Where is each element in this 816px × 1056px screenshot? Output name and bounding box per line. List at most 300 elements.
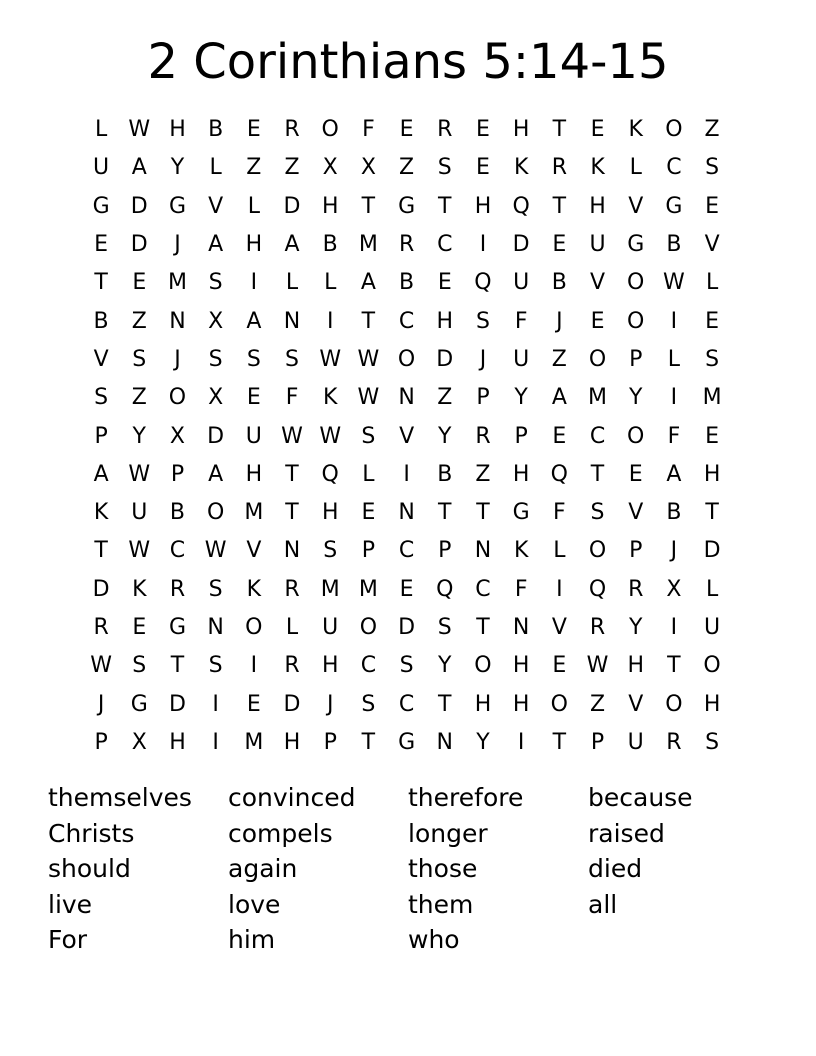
grid-letter: V [628, 500, 644, 526]
grid-letter: E [705, 423, 720, 449]
grid-letter: L [247, 193, 260, 219]
grid-letter: R [666, 729, 682, 755]
grid-letter: N [398, 385, 415, 411]
grid-letter: N [283, 538, 301, 564]
grid-letter: G [130, 691, 148, 717]
grid-letter: F [285, 385, 299, 411]
grid-letter: I [403, 461, 410, 487]
grid-letter: D [436, 346, 454, 372]
word-list-item: should [48, 854, 131, 884]
grid-letter: M [167, 270, 187, 296]
grid-letter: Z [131, 385, 147, 411]
grid-letter: K [628, 117, 643, 143]
grid-letter: V [246, 538, 262, 564]
grid-letter: V [93, 346, 109, 372]
grid-letter: T [476, 615, 490, 640]
grid-letter: I [250, 270, 258, 296]
grid-letter: I [212, 691, 219, 717]
grid-letter: O [206, 500, 225, 526]
grid-letter: R [284, 117, 300, 143]
grid-letter: E [94, 232, 109, 258]
word-list-item: him [228, 925, 276, 955]
word-list-item: love [228, 889, 281, 919]
grid-letter: R [475, 423, 491, 449]
grid-letter: L [705, 576, 719, 602]
grid-letter: S [361, 423, 376, 449]
grid-letter: C [360, 653, 377, 679]
grid-letter: U [513, 270, 530, 296]
grid-letter: B [437, 461, 453, 487]
grid-letter: W [586, 653, 609, 679]
word-list-item: all [588, 889, 618, 919]
grid-letter: M [320, 576, 340, 602]
grid-row [82, 647, 731, 685]
grid-letter: W [90, 653, 112, 679]
grid-letter: P [476, 385, 490, 411]
grid-letter: S [132, 346, 147, 372]
grid-letter: K [323, 385, 338, 411]
grid-letter: D [283, 691, 301, 717]
grid-letter: E [246, 117, 261, 143]
grid-letter: I [479, 232, 487, 258]
grid-letter: L [629, 155, 642, 181]
grid-letter: A [551, 385, 567, 411]
grid-letter: S [705, 155, 720, 181]
grid-letter: C [169, 538, 186, 564]
grid-row [82, 417, 731, 455]
grid-letter: W [663, 270, 685, 296]
grid-letter: G [92, 193, 110, 219]
grid-letter: L [94, 117, 108, 143]
grid-letter: S [437, 615, 452, 640]
grid-letter: H [169, 117, 186, 143]
grid-letter: U [704, 615, 721, 640]
grid-letter: S [208, 270, 223, 296]
word-list-column [48, 780, 228, 958]
grid-letter: N [283, 308, 301, 334]
grid-letter: E [246, 385, 261, 411]
grid-letter: S [475, 308, 490, 334]
grid-letter: W [357, 346, 380, 372]
grid-letter: I [517, 729, 525, 755]
grid-letter: S [94, 385, 109, 411]
grid-letter: C [666, 155, 682, 181]
grid-letter: X [131, 729, 147, 755]
grid-letter: U [245, 423, 262, 449]
grid-letter: P [629, 538, 643, 564]
grid-letter: K [590, 155, 605, 181]
grid-letter: G [168, 615, 186, 640]
grid-letter: H [703, 461, 721, 487]
grid-letter: P [94, 423, 108, 449]
grid-letter: R [437, 117, 453, 143]
grid-letter: A [208, 232, 224, 258]
grid-letter: T [438, 691, 452, 717]
grid-letter: T [94, 270, 108, 296]
grid-letter: T [705, 500, 719, 526]
grid-letter: F [514, 576, 528, 602]
grid-letter: D [283, 193, 301, 219]
grid-letter: J [174, 232, 181, 258]
grid-letter: E [552, 423, 567, 449]
grid-letter: V [628, 691, 644, 717]
grid-letter: T [552, 117, 567, 143]
word-list-column [228, 780, 408, 958]
grid-letter: Q [436, 576, 454, 602]
grid-row [82, 609, 731, 647]
grid-letter: W [281, 423, 303, 449]
grid-letter: S [323, 538, 338, 564]
grid-letter: P [361, 538, 376, 564]
grid-letter: E [705, 308, 720, 334]
grid-letter: R [284, 653, 300, 679]
grid-letter: H [321, 193, 339, 219]
grid-letter: Y [170, 155, 185, 181]
grid-letter: Q [550, 461, 568, 487]
grid-letter: V [704, 232, 720, 258]
grid-letter: O [397, 346, 416, 372]
grid-letter: I [212, 729, 219, 755]
word-list-item: Christs [48, 818, 135, 848]
grid-letter: O [474, 653, 492, 679]
grid-letter: S [705, 729, 720, 755]
word-list-item: who [408, 925, 460, 955]
grid-letter: T [438, 193, 452, 219]
grid-letter: D [168, 691, 186, 717]
grid-letter: S [705, 346, 720, 372]
grid-letter: E [132, 615, 147, 640]
grid-letter: M [588, 385, 608, 411]
grid-letter: W [357, 385, 380, 411]
grid-letter: C [398, 538, 415, 564]
word-list-column [588, 780, 768, 958]
grid-letter: H [436, 308, 454, 334]
grid-letter: O [588, 538, 607, 564]
grid-letter: K [513, 538, 529, 564]
grid-letter: P [438, 538, 452, 564]
grid-letter: N [169, 308, 186, 334]
grid-letter: O [588, 346, 607, 372]
grid-letter: J [326, 691, 334, 717]
grid-letter: O [665, 117, 683, 143]
word-list-item: longer [408, 818, 488, 848]
grid-letter: T [170, 653, 185, 679]
grid-letter: K [246, 576, 262, 602]
grid-letter: L [667, 346, 681, 372]
word-list-item: themselves [48, 783, 192, 812]
grid-letter: H [245, 461, 263, 487]
grid-letter: R [398, 232, 415, 258]
grid-row [82, 264, 731, 302]
grid-letter: Z [475, 461, 491, 487]
grid-letter: L [362, 461, 375, 487]
grid-letter: R [284, 576, 300, 602]
grid-letter: V [628, 193, 644, 219]
grid-letter: L [553, 538, 566, 564]
grid-letter: H [283, 729, 301, 755]
grid-letter: O [550, 691, 568, 717]
grid-letter: B [322, 232, 338, 258]
grid-letter: M [244, 500, 264, 526]
grid-letter: Y [476, 729, 490, 755]
grid-letter: G [398, 193, 416, 219]
grid-letter: F [667, 423, 681, 449]
grid-letter: E [590, 117, 605, 143]
grid-letter: O [245, 615, 263, 640]
grid-letter: H [512, 653, 530, 679]
grid-letter: B [551, 270, 567, 296]
grid-letter: D [92, 576, 110, 602]
grid-letter: Y [628, 615, 643, 640]
grid-letter: W [204, 538, 227, 564]
grid-letter: O [168, 385, 187, 411]
grid-letter: X [208, 385, 224, 411]
grid-letter: I [670, 615, 678, 640]
grid-letter: A [284, 232, 300, 258]
grid-letter: O [627, 423, 645, 449]
grid-letter: C [437, 232, 453, 258]
grid-letter: U [322, 615, 339, 640]
grid-letter: Z [284, 155, 300, 181]
grid-letter: T [361, 729, 376, 755]
grid-letter: X [666, 576, 682, 602]
grid-row [82, 494, 731, 532]
grid-letter: R [169, 576, 186, 602]
grid-letter: A [208, 461, 224, 487]
grid-letter: Z [246, 155, 262, 181]
word-list-item: again [228, 854, 298, 884]
grid-letter: Y [514, 385, 528, 411]
grid-letter: E [552, 653, 567, 679]
grid-row [82, 685, 731, 723]
grid-letter: E [476, 117, 490, 143]
grid-letter: O [665, 691, 683, 717]
grid-letter: I [670, 385, 678, 411]
grid-letter: J [174, 346, 181, 372]
grid-letter: T [285, 500, 299, 526]
grid-letter: O [627, 270, 645, 296]
grid-letter: W [319, 346, 342, 372]
grid-letter: E [552, 232, 567, 258]
grid-letter: Y [438, 423, 452, 449]
grid-letter: H [627, 653, 644, 679]
word-list-item: For [48, 925, 88, 955]
grid-letter: O [703, 653, 721, 679]
word-list-item: because [588, 783, 693, 812]
grid-letter: U [513, 346, 530, 372]
grid-row [82, 456, 731, 494]
grid-letter: R [551, 155, 567, 181]
grid-letter: T [552, 193, 567, 219]
word-list-item: raised [588, 818, 665, 848]
grid-letter: H [321, 500, 339, 526]
grid-letter: U [131, 500, 148, 526]
grid-row [82, 111, 731, 149]
word-search-grid [82, 111, 731, 762]
grid-letter: Q [512, 193, 530, 219]
grid-letter: T [438, 500, 452, 526]
grid-letter: U [589, 232, 606, 258]
grid-letter: S [208, 653, 223, 679]
grid-letter: X [360, 155, 376, 181]
grid-letter: V [590, 270, 606, 296]
grid-letter: C [589, 423, 606, 449]
word-list-item: compels [228, 818, 333, 848]
grid-letter: X [169, 423, 185, 449]
grid-letter: S [399, 653, 414, 679]
grid-letter: Z [704, 117, 720, 143]
grid-letter: M [358, 232, 378, 258]
grid-letter: E [246, 691, 261, 717]
grid-letter: W [319, 423, 342, 449]
grid-letter: K [513, 155, 529, 181]
grid-letter: N [436, 729, 454, 755]
grid-letter: N [474, 538, 492, 564]
grid-letter: V [399, 423, 415, 449]
grid-letter: B [399, 270, 415, 296]
grid-letter: O [627, 308, 645, 334]
word-list-item: therefore [408, 783, 524, 812]
grid-letter: Q [588, 576, 607, 602]
word-list-item: them [408, 889, 474, 919]
grid-letter: Z [551, 346, 567, 372]
grid-letter: D [703, 538, 721, 564]
grid-letter: X [322, 155, 338, 181]
grid-letter: S [590, 500, 605, 526]
grid-letter: H [245, 232, 263, 258]
grid-letter: G [398, 729, 416, 755]
grid-letter: R [628, 576, 644, 602]
grid-letter: K [93, 500, 109, 526]
grid-letter: A [93, 461, 109, 487]
grid-letter: H [703, 691, 721, 717]
grid-row [82, 341, 731, 379]
grid-letter: B [169, 500, 186, 526]
grid-letter: T [552, 729, 567, 755]
grid-letter: A [360, 270, 376, 296]
grid-row [82, 532, 731, 570]
grid-letter: N [398, 500, 415, 526]
grid-letter: H [169, 729, 186, 755]
word-list-item: live [48, 889, 93, 919]
grid-letter: Z [131, 308, 147, 334]
grid-letter: I [556, 576, 563, 602]
grid-letter: H [589, 193, 606, 219]
grid-letter: L [209, 155, 222, 181]
grid-letter: V [551, 615, 567, 640]
grid-row [82, 188, 731, 226]
grid-letter: W [128, 117, 151, 143]
grid-letter: O [321, 117, 339, 143]
grid-letter: E [361, 500, 376, 526]
grid-letter: E [399, 576, 414, 602]
grid-letter: X [208, 308, 224, 334]
grid-letter: Q [321, 461, 339, 487]
grid-letter: F [514, 308, 528, 334]
grid-letter: D [207, 423, 225, 449]
grid-letter: E [132, 270, 147, 296]
grid-letter: B [666, 232, 682, 258]
grid-letter: M [244, 729, 264, 755]
grid-letter: F [553, 500, 566, 526]
grid-letter: D [512, 232, 530, 258]
grid-letter: S [285, 346, 300, 372]
grid-letter: T [361, 308, 376, 334]
grid-letter: P [629, 346, 643, 372]
grid-letter: U [93, 155, 110, 181]
word-list-item: convinced [228, 783, 356, 812]
grid-letter: J [97, 691, 105, 717]
grid-letter: Q [474, 270, 492, 296]
grid-letter: P [170, 461, 185, 487]
grid-letter: P [514, 423, 528, 449]
word-list-item: died [588, 854, 643, 884]
word-list-column [408, 780, 588, 958]
grid-letter: A [246, 308, 262, 334]
grid-letter: T [476, 500, 490, 526]
grid-letter: W [128, 461, 151, 487]
grid-letter: O [359, 615, 378, 640]
grid-letter: T [285, 461, 299, 487]
grid-letter: H [474, 193, 492, 219]
grid-letter: R [589, 615, 606, 640]
grid-letter: P [590, 729, 605, 755]
grid-letter: I [670, 308, 678, 334]
grid-letter: H [474, 691, 492, 717]
grid-letter: Y [132, 423, 146, 449]
grid-letter: E [476, 155, 490, 181]
grid-letter: A [131, 155, 147, 181]
grid-letter: D [130, 232, 148, 258]
grid-letter: B [666, 500, 682, 526]
grid-letter: G [627, 232, 645, 258]
grid-letter: G [665, 193, 683, 219]
grid-row [82, 379, 731, 417]
grid-letter: T [667, 653, 681, 679]
grid-letter: B [208, 117, 224, 143]
grid-row [82, 149, 731, 187]
grid-letter: E [399, 117, 414, 143]
grid-letter: K [132, 576, 147, 602]
grid-letter: J [670, 538, 678, 564]
grid-letter: H [512, 117, 530, 143]
grid-letter: N [512, 615, 530, 640]
grid-letter: H [321, 653, 339, 679]
grid-row [82, 724, 731, 762]
grid-letter: H [512, 461, 530, 487]
grid-letter: V [208, 193, 224, 219]
grid-letter: Z [437, 385, 453, 411]
page-title: 2 Corinthians 5:14-15 [147, 34, 669, 90]
grid-letter: F [362, 117, 375, 143]
grid-row [82, 571, 731, 609]
grid-letter: T [361, 193, 376, 219]
grid-letter: S [437, 155, 452, 181]
grid-row [82, 302, 731, 340]
grid-letter: I [326, 308, 334, 334]
grid-letter: S [132, 653, 147, 679]
grid-letter: U [627, 729, 644, 755]
grid-letter: C [398, 691, 415, 717]
grid-letter: L [705, 270, 719, 296]
grid-letter: I [250, 653, 258, 679]
word-list [48, 780, 768, 958]
grid-letter: C [398, 308, 415, 334]
grid-letter: E [437, 270, 452, 296]
grid-letter: Z [399, 155, 415, 181]
grid-letter: E [705, 193, 720, 219]
grid-row [82, 226, 731, 264]
